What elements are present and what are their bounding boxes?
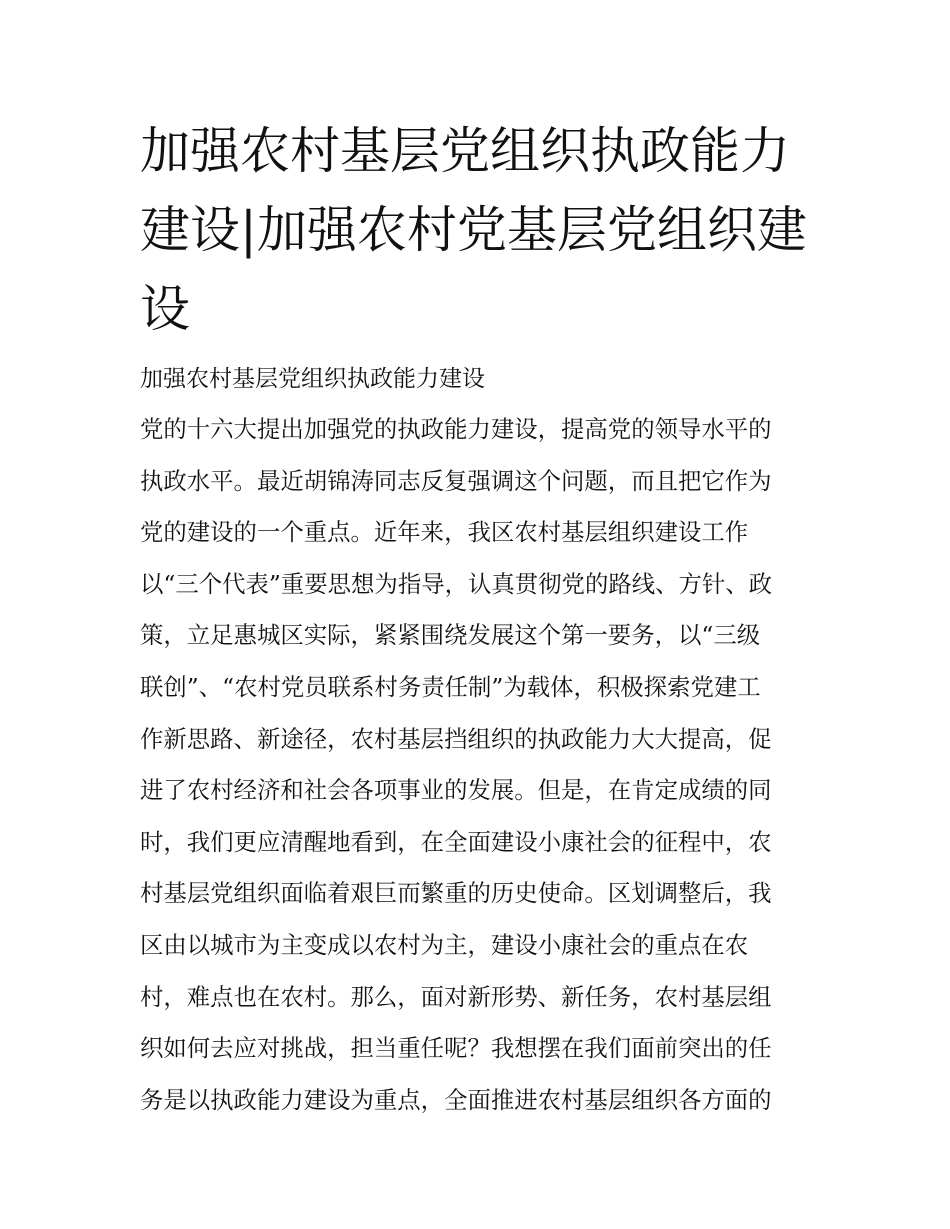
body-line: 联创”、“农村党员联系村务责任制”为载体，积极探索党建工 [140, 672, 761, 701]
body-line: 执政水平。最近胡锦涛同志反复强调这个问题，而且把它作为 [140, 466, 772, 495]
document-title: 加强农村基层党组织执政能力建设|加强农村党基层党组织建设 [140, 122, 807, 338]
body-line: 策，立足惠城区实际，紧紧围绕发展这个第一要务，以“三级 [140, 621, 761, 650]
document-body [140, 404, 812, 1126]
body-line: 织如何去应对挑战，担当重任呢？我想摆在我们面前突出的任 [140, 1034, 772, 1063]
body-line: 务是以执政能力建设为重点，全面推进农村基层组织各方面的 [140, 1085, 772, 1114]
body-line: 进了农村经济和社会各项事业的发展。但是，在肯定成绩的同 [140, 776, 772, 805]
body-line: 作新思路、新途径，农村基层挡组织的执政能力大大提高，促 [140, 724, 772, 753]
body-line: 以“三个代表”重要思想为指导，认真贯彻党的路线、方针、政 [140, 569, 773, 598]
body-line: 村基层党组织面临着艰巨而繁重的历史使命。区划调整后，我 [140, 879, 772, 908]
body-line: 党的十六大提出加强党的执政能力建设，提高党的领导水平的 [140, 415, 772, 443]
body-line: 时，我们更应清醒地看到，在全面建设小康社会的征程中，农 [140, 827, 772, 856]
document-subtitle: 加强农村基层党组织执政能力建设 [140, 366, 485, 392]
body-line: 村，难点也在农村。那么，面对新形势、新任务，农村基层组 [140, 982, 772, 1011]
body-line: 区由以城市为主变成以农村为主，建设小康社会的重点在农 [140, 930, 749, 959]
body-line: 党的建设的一个重点。近年来，我区农村基层组织建设工作 [140, 518, 749, 547]
